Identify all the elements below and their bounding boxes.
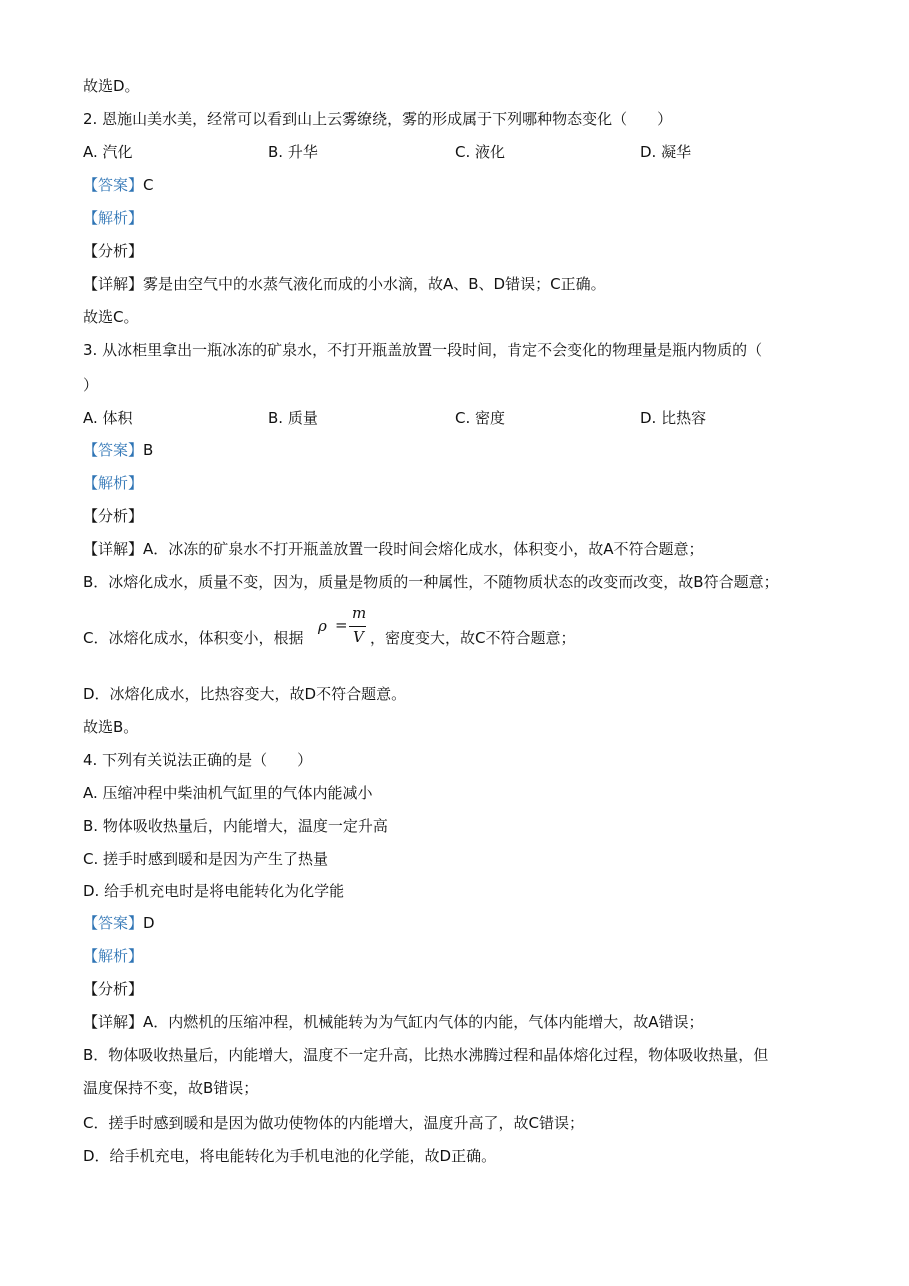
answer-value: C (143, 176, 154, 194)
question-3-stem-line2: ） (83, 376, 99, 394)
q3-detail-d: D．冰熔化成水，比热容变大，故D不符合题意。 (83, 685, 407, 703)
q4-option-b: B. 物体吸收热量后，内能增大，温度一定升高 (83, 817, 388, 835)
answer-tag: 【答案】 (83, 441, 144, 459)
q3-detail-c-suffix: ，密度变大，故C不符合题意； (370, 629, 576, 647)
conclusion-q1: 故选D。 (83, 77, 140, 95)
q3-fenxi-tag: 【分析】 (83, 507, 144, 525)
q4-detail-c: C．搓手时感到暖和是因为做功使物体的内能增大，温度升高了，故C错误； (83, 1114, 584, 1132)
formula-rho: ρ (318, 617, 327, 635)
q2-detail: 【详解】雾是由空气中的水蒸气液化而成的小水滴，故A、B、D错误；C正确。 (83, 275, 606, 293)
q2-conclusion: 故选C。 (83, 308, 139, 326)
answer-tag: 【答案】 (83, 176, 144, 194)
q3-detail-b: B．冰熔化成水，质量不变，因为，质量是物质的一种属性，不随物质状态的改变而改变，故B符合题意； (83, 573, 779, 591)
q4-option-c: C. 搓手时感到暖和是因为产生了热量 (83, 850, 329, 868)
q2-answer-line (83, 175, 154, 195)
q3-detail-a: 【详解】A．冰冻的矿泉水不打开瓶盖放置一段时间会熔化成水，体积变小，故A不符合题意； (83, 540, 704, 558)
answer-tag: 【答案】 (83, 914, 144, 932)
q3-option-a: A. 体积 (83, 409, 133, 427)
formula-equals: = (335, 616, 348, 634)
q2-jiexi-tag: 【解析】 (83, 209, 144, 227)
answer-value: D (143, 914, 155, 932)
formula-numerator: m (352, 604, 367, 622)
q3-detail-c-prefix: C．冰熔化成水，体积变小，根据 (83, 629, 304, 647)
answer-value: B (143, 441, 154, 459)
q4-detail-b-line1: B．物体吸收热量后，内能增大，温度不一定升高，比热水沸腾过程和晶体熔化过程，物体吸收热量，但 (83, 1046, 769, 1064)
q2-fenxi-tag: 【分析】 (83, 242, 144, 260)
question-2-stem: 2. 恩施山美水美，经常可以看到山上云雾缭绕，雾的形成属于下列哪种物态变化（ ） (83, 110, 673, 128)
q4-option-d: D. 给手机充电时是将电能转化为化学能 (83, 882, 345, 900)
q2-option-d: D. 凝华 (640, 143, 692, 161)
q4-option-a: A. 压缩冲程中柴油机气缸里的气体内能减小 (83, 784, 373, 802)
q2-option-a: A. 汽化 (83, 143, 133, 161)
q3-option-d: D. 比热容 (640, 409, 707, 427)
q3-option-c: C. 密度 (455, 409, 506, 427)
q3-option-b: B. 质量 (268, 409, 318, 427)
q4-answer-line (83, 913, 155, 933)
q4-detail-b-line2: 温度保持不变，故B错误； (83, 1079, 259, 1097)
q3-answer-line (83, 440, 153, 460)
question-3-stem-line1: 3. 从冰柜里拿出一瓶冰冻的矿泉水，不打开瓶盖放置一段时间，肯定不会变化的物理量是瓶内物质的（ (83, 341, 763, 359)
formula-denominator: V (353, 628, 364, 646)
q2-option-c: C. 液化 (455, 143, 506, 161)
q4-detail-d: D．给手机充电，将电能转化为手机电池的化学能，故D正确。 (83, 1147, 497, 1165)
q4-detail-a: 【详解】A．内燃机的压缩冲程，机械能转为为气缸内气体的内能，气体内能增大，故A错误； (83, 1013, 704, 1031)
q2-option-b: B. 升华 (268, 143, 318, 161)
q4-jiexi-tag: 【解析】 (83, 947, 144, 965)
q3-jiexi-tag: 【解析】 (83, 474, 144, 492)
q3-conclusion: 故选B。 (83, 718, 139, 736)
question-4-stem: 4. 下列有关说法正确的是（ ） (83, 751, 313, 769)
q4-fenxi-tag: 【分析】 (83, 980, 144, 998)
